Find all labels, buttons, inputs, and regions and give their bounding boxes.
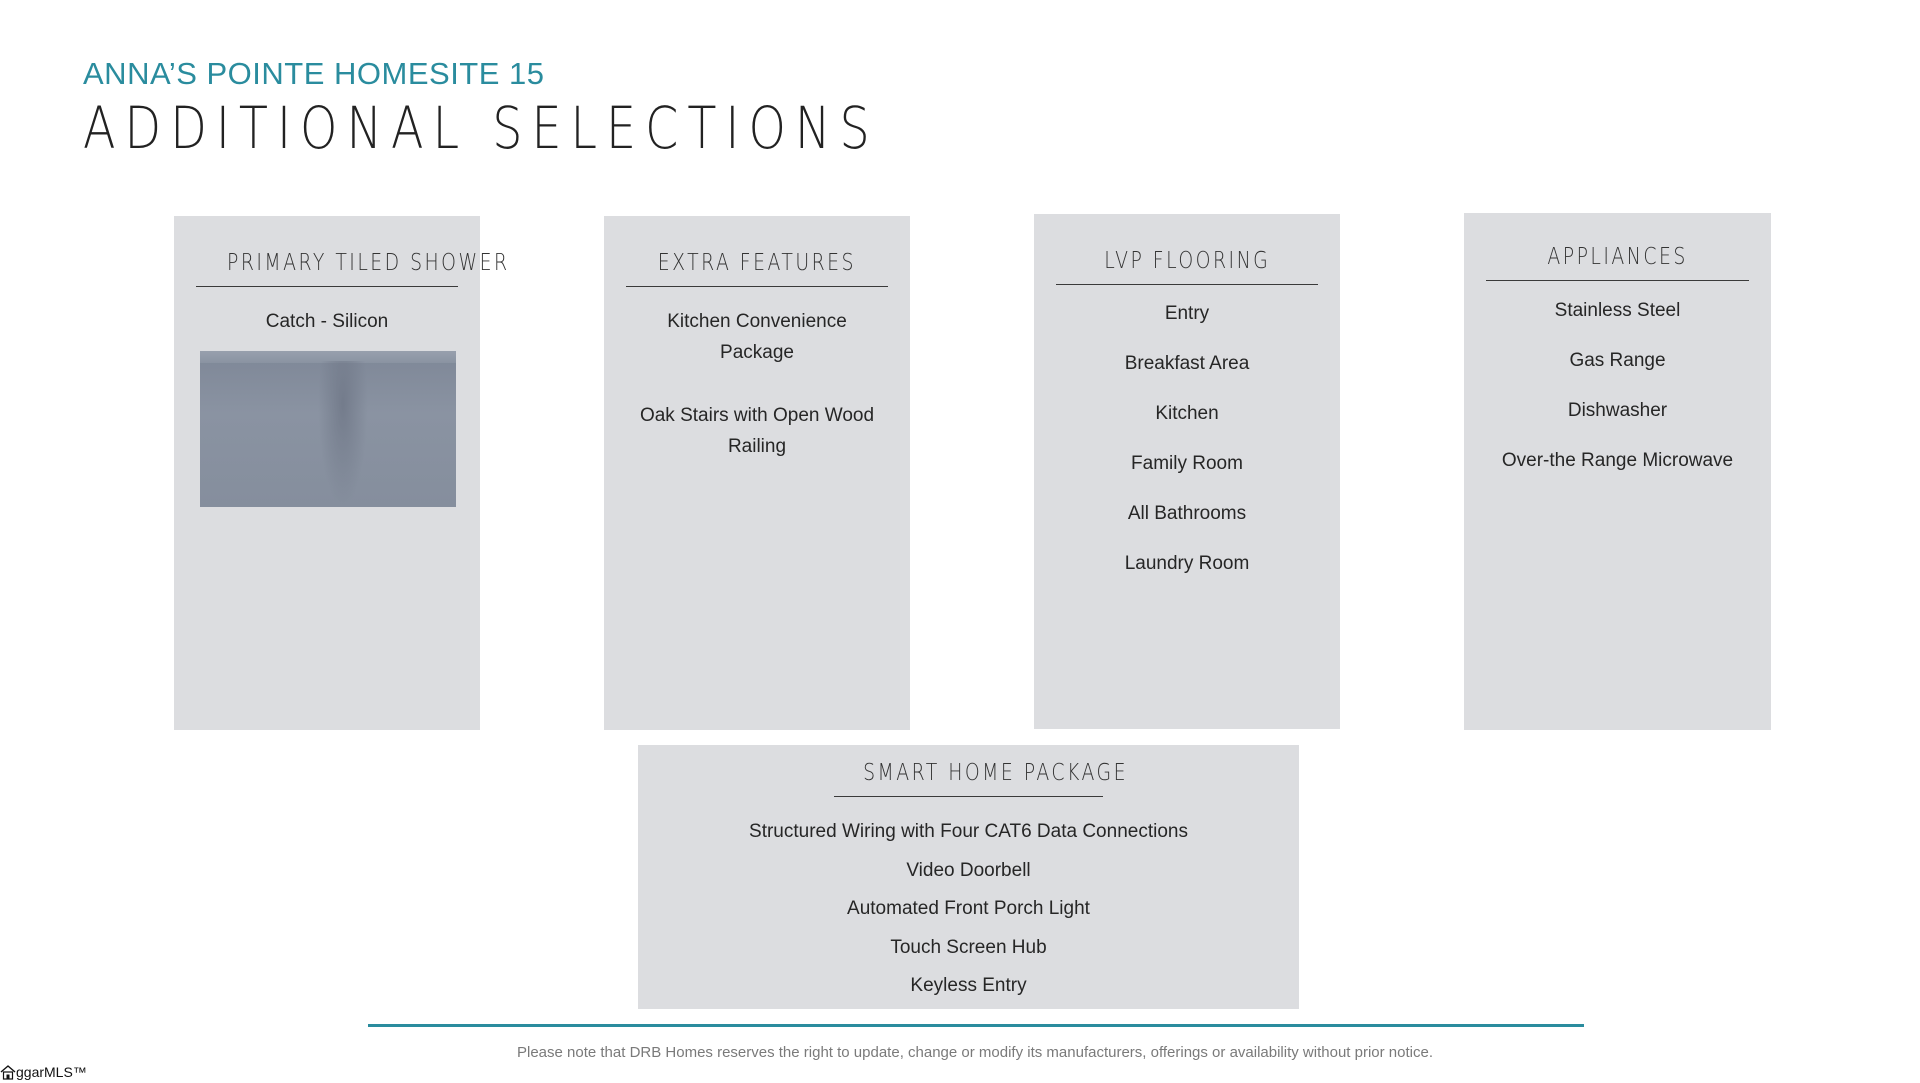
homesite-subtitle: ANNA’S POINTE HOMESITE 15: [83, 56, 545, 91]
selection-list: [1474, 295, 1761, 495]
panel-heading-text: SMART HOME PACKAGE: [863, 760, 1129, 786]
selection-item: All Bathrooms: [1127, 503, 1247, 524]
selection-list: [184, 306, 470, 337]
panel-extra-features: [604, 216, 910, 730]
selection-item: Family Room: [1131, 453, 1243, 474]
selection-item: Over-the Range Microwave: [1501, 450, 1734, 471]
selection-item: Kitchen Convenience Package: [667, 311, 847, 363]
panel-heading: [626, 250, 888, 287]
selection-item: Breakfast Area: [1124, 353, 1250, 374]
house-icon: [0, 1064, 16, 1080]
panel-heading: [1486, 244, 1749, 281]
selection-item: Oak Stairs with Open Wood Railing: [639, 405, 875, 457]
shower-tile-photo: [200, 351, 456, 507]
panel-heading: [196, 250, 510, 287]
selection-item: Video Doorbell: [906, 859, 1031, 881]
panel-heading-text: PRIMARY TILED SHOWER: [227, 250, 510, 276]
selection-item: Laundry Room: [1124, 553, 1250, 574]
panel-primary-tiled-shower: [174, 216, 510, 730]
panel-heading: [1056, 248, 1318, 285]
selection-item: Entry: [1164, 303, 1210, 324]
selection-list: [614, 306, 900, 494]
selection-item: Kitchen: [1155, 403, 1219, 424]
selection-item: Stainless Steel: [1554, 300, 1681, 321]
mls-logo: [0, 1064, 87, 1080]
panel-heading: [834, 760, 1129, 797]
selection-item: Catch - Silicon: [265, 311, 389, 332]
selection-item: Gas Range: [1569, 350, 1666, 371]
selection-item: Automated Front Porch Light: [847, 898, 1090, 919]
panel-heading-text: EXTRA FEATURES: [657, 250, 857, 276]
panel-smart-home-package: [638, 745, 1299, 1009]
selection-list: [648, 813, 1289, 1006]
panel-heading-text: LVP FLOORING: [1104, 248, 1270, 274]
panel-appliances: [1464, 213, 1771, 730]
photo-reflection: [318, 361, 368, 507]
mls-logo-text: ggarMLS™: [16, 1064, 87, 1080]
footer-divider: [368, 1024, 1584, 1027]
selection-item: Dishwasher: [1567, 400, 1668, 421]
disclaimer-text: Please note that DRB Homes reserves the right to update, change or modify its manufacturers, offerings or availability without prior notice.: [516, 1044, 1433, 1061]
selection-item: Structured Wiring with Four CAT6 Data Connections: [749, 821, 1188, 842]
panel-heading-text: APPLIANCES: [1547, 244, 1688, 270]
selection-list: [1044, 298, 1330, 598]
panel-lvp-flooring: [1034, 214, 1340, 729]
selection-item: Touch Screen Hub: [890, 936, 1047, 958]
page-title: ADDITIONAL SELECTIONS: [83, 94, 879, 162]
selection-item: Keyless Entry: [910, 975, 1027, 996]
